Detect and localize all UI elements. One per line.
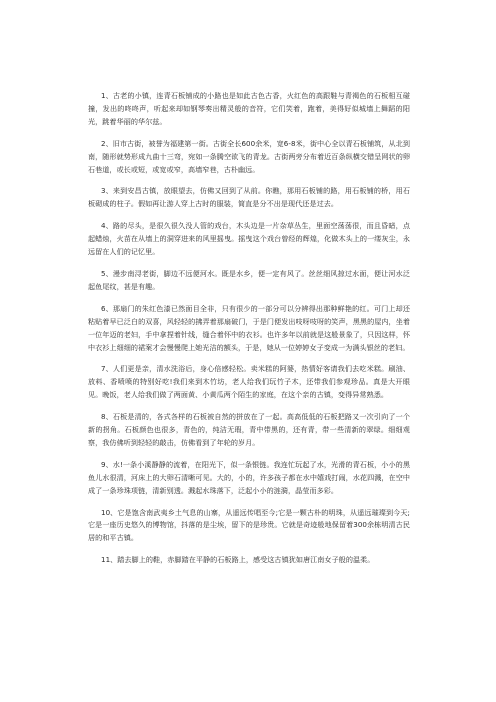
- paragraph-4: 4、路的尽头，是很久很久没人管的戏台，木头边是一片杂草丛生，里面空荡荡很，而且昏暗，点起蜡烛，火苗在从墙上的洞穿进来的风里摇曳。摇曳这个戏台曾经的辉煌，化做木头上的一缕灰尘，永远留在人们的记忆里。: [88, 221, 410, 257]
- paragraph-1: 1、古老的小镇，连青石板铺成的小路也是如此古色古香，火红色的高跟鞋与青褐色的石板相互碰撞，发出的咚咚声，听起来却如钢琴奏出精灵般的音符，它们笑着，跑着，美得好似城墙上舞蹈的阳光，跳着华丽的华尔兹。: [88, 91, 410, 126]
- paragraph-9: 9、水!一条小溪静静的流着，在阳光下，似一条银链。我连忙玩起了水，光滑的青石板，小小的黑鱼儿水很清，河床上的大卵石清晰可见。大的，小的，许多孩子都在水中嬉戏打闹，水花四溅，在空中成了一条珍珠项链，清新别透。溅起水珠落下，泛起小小的涟漪，晶莹而多彩。: [88, 459, 410, 495]
- paragraph-2: 2、旧市古街，被誉为福建第一街。古街全长600余米，宽6-8米，街中心全以青石板铺筑，从北到南，随形就势形成九曲十三弯，宛如一条腾空欲飞的青龙。古街两旁分布着近百条纵横交错呈网状的卵石巷道，或长或短，或宽或窄，高墙窄巷，古朴幽远。: [88, 138, 410, 174]
- paragraph-7: 7、人们更是亲，清水洗浴后，身心倍感轻松。卖米糕的阿婆，热情好客请我们去吃米糕。刷油、放料、香喷喷的特别好吃!我们来到木竹坊，老人给我们玩竹子木，还带我们参观珍品。真是大开眼见。晚饭，老人给我们做了两面黄、小黄瓜两个陌生的家庭，在这个亲的古镇，变得异常熟悉。: [88, 364, 410, 400]
- paragraph-10: 10、它是饱含南武夷乡土气息的山寨，从遥远传唱至今;它是一颗古朴的明珠，从遥远璀璨到今天;它是一座历史悠久的博物馆，抖落的是尘埃，留下的是珍贵。它就是奇迹般地保留着300余栋明清古民居的和平古镇。: [88, 507, 410, 543]
- paragraph-5: 5、漫步南浔老街，脚边不远便河水。既是水乡，便一定有风了。丝丝细风掠过水面，便让河水泛起鱼尾纹，甚是有趣。: [88, 268, 410, 291]
- paragraph-3: 3、来到安昌古镇，放眼望去，仿佛又回到了从前。你瞧，那用石板铺的路，用石板铺的桥，用石板砌成的柱子。假如再让游人穿上古时的服装，简直是分不出是现代还是过去。: [88, 186, 410, 209]
- document-body: [88, 90, 410, 576]
- paragraph-11: 11、踏去脚上的鞋，赤脚踏在平静的石板路上，感受这古镇犹如唐江南女子般的温柔。: [101, 555, 375, 565]
- paragraph-8: 8、石板是清的，各式各样的石板被自然的拼放在了一起。高高低低的石板把路又一次引向了一个新的拐角。石板颜色也很多，青色的，纯洁无瑕，青中带黑的，还有青，带一些清新的翠绿。细细观察，我仿佛听到轻轻的敲击，仿佛看到了年轮的岁月。: [88, 412, 410, 447]
- paragraph-6: 6、那扇门的朱红色漆已然面目全非，只有很少的一部分可以分辨得出那种鲜艳的红。可门上却还粘贴着早已泛白的双喜，风轻轻的拂弄着那扇破门，于是门便发出吱呀吱呀的笑声，黑黑的屋内，坐着一位年迈的老妇，手中拿捏着针线，缝合着怀中的衣衫。也许多年以前就是这般景象了，只因这样，怀中衣衫上细细的裙案才会慢慢爬上她光洁的额头，于是，她从一位婷婷女子变成一为满头银丝的老妇。: [88, 303, 410, 352]
